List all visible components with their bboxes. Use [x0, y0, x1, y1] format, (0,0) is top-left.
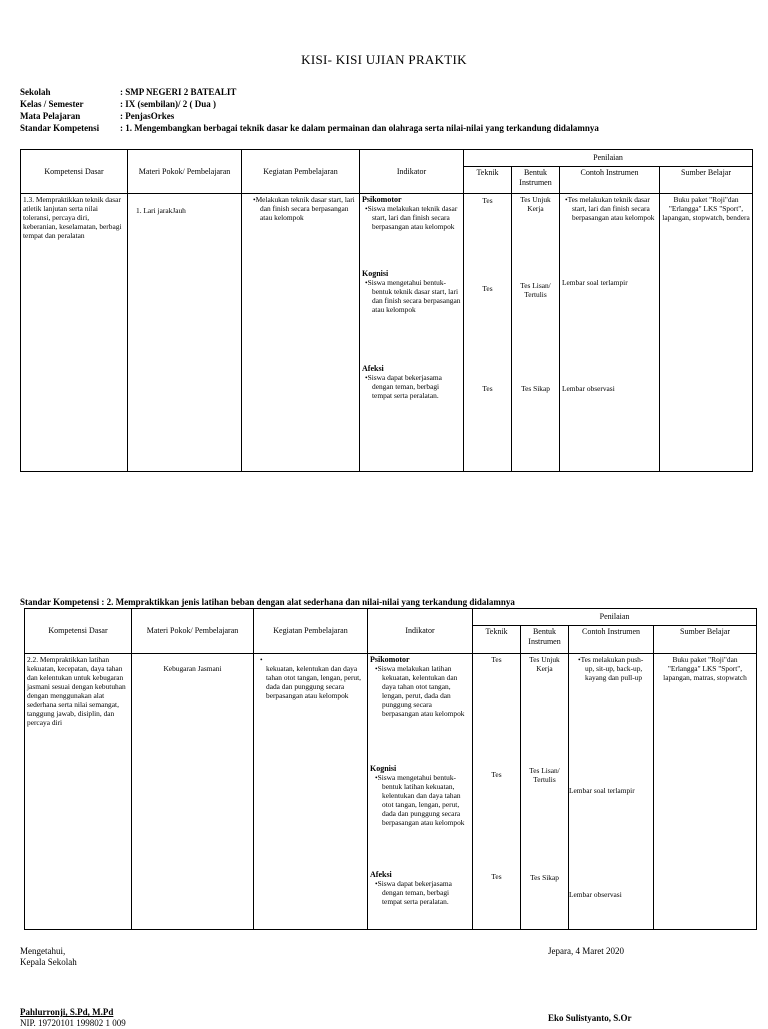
signature-teacher-name: Eko Sulistyanto, S.Or [548, 1013, 632, 1023]
bentuk-afeksi: Tes Sikap [530, 873, 559, 882]
meta-class-key: Kelas / Semester [20, 99, 84, 109]
indicator-afeksi-label: Afeksi [370, 870, 392, 879]
contoh-psikomotor: • Tes melakukan teknik dasar start, lari dan finish secara berpasangan atau kelompok [560, 195, 659, 222]
header-bentuk: Bentuk Instrumen [521, 626, 569, 654]
contoh-psikomotor: • Tes melakukan push-up, sit-up, back-up, kayang dan pull-up [569, 655, 653, 682]
header-indikator: Indikator [368, 609, 473, 654]
indikator-cell [368, 654, 473, 930]
signature-principal-nip: NIP. 19720101 199802 1 009 [20, 1018, 126, 1028]
meta-class-value: : IX (sembilan)/ 2 ( Dua ) [120, 99, 216, 109]
indicator-psikomotor-label: Psikomotor [362, 195, 402, 204]
signature-principal-name: Pahlurronji, S.Pd, M.Pd [20, 1007, 114, 1017]
indicator-psikomotor-label: Psikomotor [370, 655, 410, 664]
teknik-cell [464, 194, 512, 472]
indikator-cell [360, 194, 464, 472]
contoh-cell [560, 194, 660, 472]
meta-class [20, 98, 216, 110]
sumber-cell: Buku paket "Roji"dan "Erlangga" LKS "Sport", lapangan, stopwatch, bendera [660, 194, 753, 472]
header-teknik: Teknik [473, 626, 521, 654]
standard-2: Standar Kompetensi : 2. Mempraktikkan jenis latihan beban dengan alat sederhana dan nilai-nilai yang terkandung didalamnya [20, 597, 515, 607]
meta-standard-key: Standar Kompetensi [20, 123, 100, 133]
meta-subject-key: Mata Pelajaran [20, 111, 81, 121]
materi-cell: Kebugaran Jasmani [132, 654, 254, 930]
meta-subject [20, 110, 174, 122]
bentuk-psikomotor: Tes Unjuk Kerja [520, 195, 551, 213]
contoh-kognisi: Lembar soal terlampir [569, 786, 635, 795]
header-sumber: Sumber Belajar [654, 626, 757, 654]
indicator-afeksi: • Siswa dapat bekerjasama dengan teman, berbagi tempat serta peralatan. [362, 373, 461, 400]
bentuk-kognisi: Tes Lisan/ Tertulis [520, 281, 551, 299]
bentuk-cell [521, 654, 569, 930]
signature-principal-title: Kepala Sekolah [20, 957, 77, 967]
header-materi: Materi Pokok/ Pembelajaran [128, 150, 242, 194]
header-bentuk: Bentuk Instrumen [512, 167, 560, 194]
indicator-afeksi: • Siswa dapat bekerjasama dengan teman, berbagi tempat serta peralatan. [370, 879, 470, 906]
teknik-psikomotor: Tes [491, 655, 502, 664]
teknik-kognisi: Tes [482, 284, 493, 293]
header-kegiatan: Kegiatan Pembelajaran [242, 150, 360, 194]
header-penilaian: Penilaian [473, 609, 757, 626]
kegiatan-cell [242, 194, 360, 472]
indicator-kognisi: • Siswa mengetahui bentuk- bentuk latihan kekuatan, kelentukan dan daya tahan otot tangan, lengan, perut, dada dan punggung secara berpasangan atau kelompok [370, 773, 470, 827]
header-contoh: Contoh Instrumen [569, 626, 654, 654]
bentuk-kognisi: Tes Lisan/ Tertulis [529, 766, 560, 784]
contoh-afeksi: Lembar observasi [562, 384, 615, 393]
header-kompetensi: Kompetensi Dasar [21, 150, 128, 194]
meta-standard [20, 122, 599, 134]
kisi-table-1 [20, 149, 753, 472]
bentuk-psikomotor: Tes Unjuk Kerja [529, 655, 560, 673]
sumber-cell: Buku paket "Roji"dan "Erlangga" LKS "Sport", lapangan, matras, stopwatch [654, 654, 757, 930]
bentuk-cell [512, 194, 560, 472]
meta-subject-value: : PenjasOrkes [120, 111, 175, 121]
bentuk-afeksi: Tes Sikap [521, 384, 550, 393]
kd-cell: 2.2. Mempraktikkan latihan kekuatan, kecepatan, daya tahan dan kelentukan untuk kebugaran jasmani sesuai dengan kebutuhan dengan menggunakan alat sederhana serta nilai semangat, tanggung jawab, disiplin, dan percaya diri [25, 654, 132, 930]
kisi-table-2 [24, 608, 757, 930]
document-title: KISI- KISI UJIAN PRAKTIK [301, 52, 467, 67]
header-penilaian: Penilaian [464, 150, 753, 167]
indicator-kognisi-label: Kognisi [362, 269, 389, 278]
indicator-kognisi: • Siswa mengetahui bentuk- bentuk teknik dasar start, lari dan finish secara berpasangan atau kelompok [362, 278, 461, 314]
materi-cell: 1. Lari jarakJauh [128, 194, 242, 472]
contoh-kognisi: Lembar soal terlampir [562, 278, 628, 287]
meta-school-value: : SMP NEGERI 2 BATEALIT [120, 87, 237, 97]
header-indikator: Indikator [360, 150, 464, 194]
signature-left-block [20, 946, 77, 968]
teknik-kognisi: Tes [491, 770, 502, 779]
teknik-afeksi: Tes [491, 872, 502, 881]
kegiatan-text: • Melakukan teknik dasar start, lari dan finish secara berpasangan atau kelompok [244, 195, 357, 222]
meta-school [20, 86, 236, 98]
kegiatan-bullet: • [260, 655, 263, 664]
header-kompetensi: Kompetensi Dasar [25, 609, 132, 654]
header-materi: Materi Pokok/ Pembelajaran [132, 609, 254, 654]
indicator-kognisi-label: Kognisi [370, 764, 397, 773]
contoh-cell [569, 654, 654, 930]
indicator-psikomotor: • Siswa melakukan latihan kekuatan, kelentukan dan daya tahan otot tangan, lengan, perut, dada dan punggung secara berpasangan atau kelompok [370, 664, 470, 718]
contoh-afeksi: Lembar observasi [569, 890, 622, 899]
kegiatan-text: kekuatan, kelentukan dan daya tahan otot tangan, lengan, perut, dada dan punggung secara berpasangan atau kelompok [266, 664, 362, 700]
signature-place-date: Jepara, 4 Maret 2020 [548, 946, 624, 956]
indicator-psikomotor: • Siswa melakukan teknik dasar start, lari dan finish secara berpasangan atau kelompok [362, 204, 461, 231]
meta-school-key: Sekolah [20, 87, 51, 97]
header-kegiatan: Kegiatan Pembelajaran [254, 609, 368, 654]
kd-cell: 1.3. Mempraktikkan teknik dasar atletik lanjutan serta nilai toleransi, percaya diri, keberanian, keselamatan, berbagi tempat dan peralatan [21, 194, 128, 472]
teknik-cell [473, 654, 521, 930]
signature-acknowledged: Mengetahui, [20, 946, 66, 956]
indicator-afeksi-label: Afeksi [362, 364, 384, 373]
header-sumber: Sumber Belajar [660, 167, 753, 194]
header-teknik: Teknik [464, 167, 512, 194]
header-contoh: Contoh Instrumen [560, 167, 660, 194]
meta-standard-value: : 1. Mengembangkan berbagai teknik dasar ke dalam permainan dan olahraga serta nilai-nilai yang terkandung didalamnya [120, 123, 599, 133]
teknik-psikomotor: Tes [482, 196, 493, 205]
kegiatan-cell [254, 654, 368, 930]
teknik-afeksi: Tes [482, 384, 493, 393]
